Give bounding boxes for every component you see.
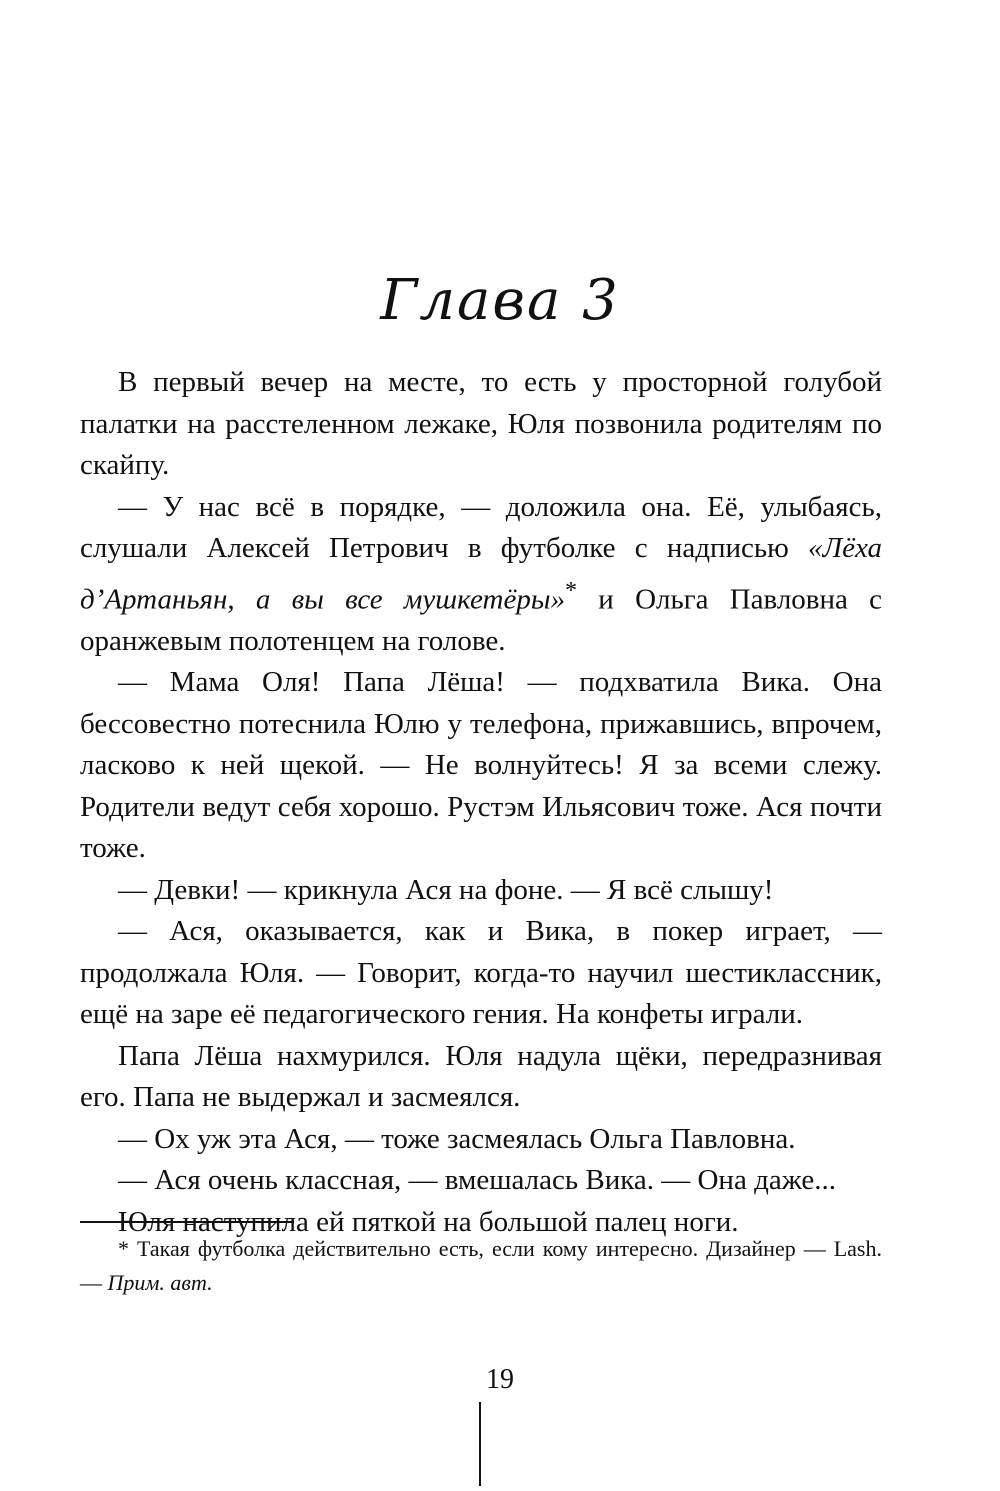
- paragraph-3: — Мама Оля! Папа Лёша! — подхватила Вика. Она бессовестно потеснила Юлю у телефона, прижавшись, впрочем, ласково к ней щекой. — Не волнуйтесь! Я за всеми слежу. Родители ведут себя хорошо. Рустэм Ильясович тоже. Ася почти тоже.: [80, 666, 882, 865]
- page-number-rule: [479, 1402, 481, 1486]
- footnote-marker: *: [118, 1236, 129, 1261]
- tshirt-inscription: «Лёха д’Артаньян, а вы все мушкетёры»: [80, 532, 882, 616]
- paragraph-9: Юля наступила ей пяткой на большой палец ноги.: [118, 1205, 739, 1238]
- paragraph-6: Папа Лёша нахмурился. Юля надула щёки, передразнивая его. Папа не выдержал и засмеялся.: [80, 1039, 882, 1114]
- footnote-text: Такая футболка действительно есть, если кому интересно. Дизайнер — Lash. —: [80, 1236, 882, 1295]
- paragraph-7: — Ох уж эта Ася, — тоже засмеялась Ольга Павловна.: [118, 1122, 796, 1155]
- footnote-reference: *: [564, 576, 578, 604]
- paragraph-4: — Девки! — крикнула Ася на фоне. — Я всё слышу!: [118, 873, 774, 906]
- paragraph-2-text-before: — У нас всё в порядке, — доложила она. Её, улыбаясь, слушали Алексей Петрович в футболке с надписью: [80, 490, 882, 564]
- paragraph-2: [80, 487, 882, 663]
- footnote-author-note: Прим. авт.: [107, 1270, 213, 1295]
- footnote: [80, 1232, 882, 1300]
- chapter-title: Глава 3: [380, 268, 620, 333]
- footnote-paragraph: [80, 1232, 882, 1300]
- paragraph-1: В первый вечер на месте, то есть у просторной голубой палатки на расстеленном лежаке, Юля позвонила родителям по скайпу.: [80, 366, 882, 481]
- paragraph-2-text-after: и Ольга Павловна с оранжевым полотенцем на голове.: [80, 583, 883, 657]
- chapter-body: [80, 362, 882, 1243]
- page-number: 19: [486, 1364, 514, 1395]
- footnote-divider: [80, 1221, 294, 1223]
- paragraph-5: — Ася, оказывается, как и Вика, в покер играет, — продолжала Юля. — Говорит, когда-то научил шестиклассник, ещё на заре её педагогического гения. На конфеты играли.: [80, 915, 882, 1031]
- paragraph-8: — Ася очень классная, — вмешалась Вика. — Она даже...: [118, 1164, 836, 1197]
